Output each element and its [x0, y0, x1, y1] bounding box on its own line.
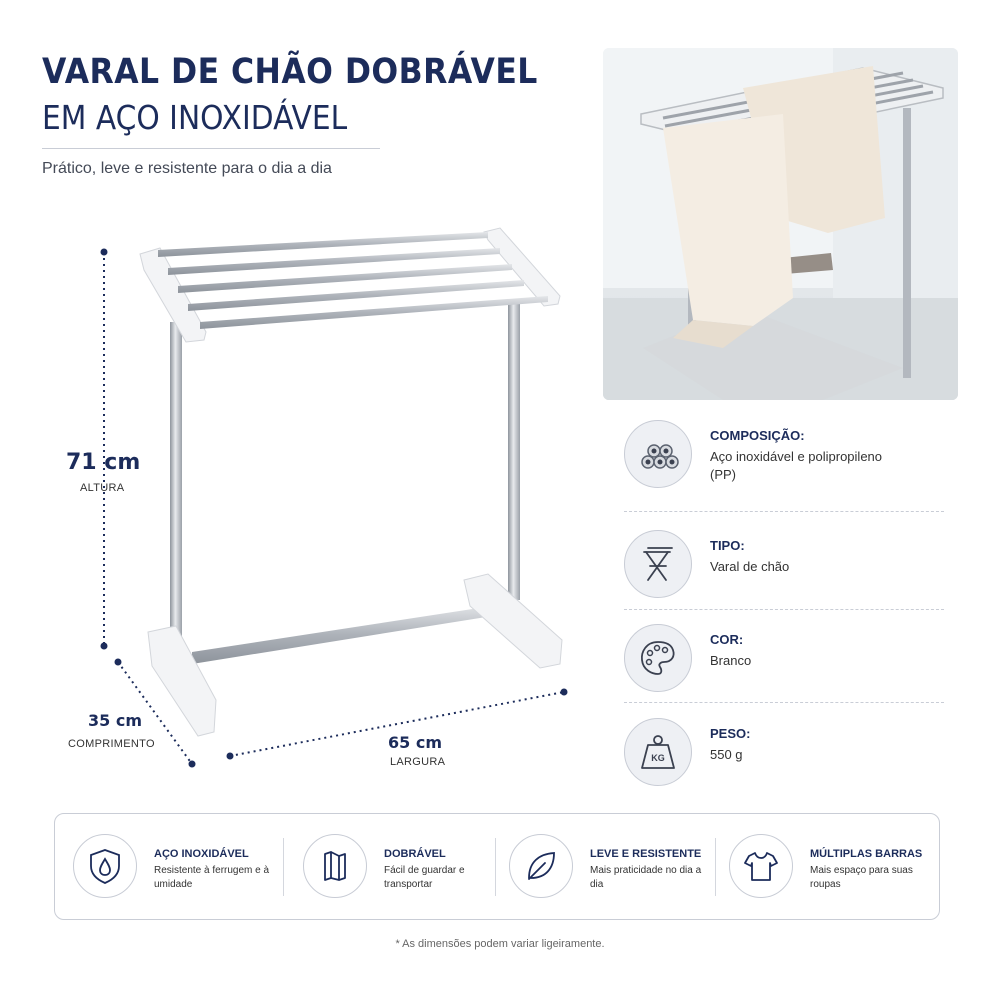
spec-composition	[624, 420, 954, 502]
folding-icon	[303, 834, 367, 898]
spec-label: COR:	[710, 632, 744, 647]
spec-divider	[624, 511, 944, 512]
feature-desc: Resistente à ferrugem e à umidade	[154, 865, 270, 890]
product-illustration	[0, 0, 600, 800]
spec-value: 550 g	[710, 747, 743, 762]
feature-multiple-bars	[711, 814, 931, 919]
spec-value: Varal de chão	[710, 559, 790, 574]
feature-title: MÚLTIPLAS BARRAS	[810, 848, 923, 860]
page-title-secondary: EM AÇO INOXIDÁVEL	[42, 98, 348, 137]
feature-separator	[283, 838, 284, 896]
feature-stainless	[55, 814, 275, 919]
length-label: COMPRIMENTO	[68, 738, 155, 750]
spec-divider	[624, 702, 944, 703]
spec-label: COMPOSIÇÃO:	[710, 428, 805, 443]
leaf-icon	[509, 834, 573, 898]
spec-weight	[624, 718, 954, 800]
features-bar	[54, 813, 940, 920]
hanging-bars	[158, 232, 548, 329]
spec-label: TIPO:	[710, 538, 745, 553]
width-label: LARGURA	[390, 756, 446, 768]
left-leg	[170, 322, 182, 652]
spec-label: PESO:	[710, 726, 751, 741]
tshirt-icon	[729, 834, 793, 898]
length-value: 35 cm	[88, 711, 142, 730]
feature-desc: Mais espaço para suas roupas	[810, 865, 913, 890]
product-photo	[603, 48, 958, 400]
spec-value: Branco	[710, 653, 752, 668]
page-subtitle: Prático, leve e resistente para o dia a dia	[42, 160, 332, 177]
feature-light-strong	[491, 814, 711, 919]
bottom-bar	[192, 604, 505, 664]
left-foot	[148, 626, 216, 736]
feature-desc: Fácil de guardar e transportar	[384, 865, 465, 890]
steel-tubes-icon	[624, 420, 692, 488]
right-leg	[508, 300, 520, 600]
folding-rack-icon	[624, 530, 692, 598]
feature-foldable	[285, 814, 505, 919]
footnote: * As dimensões podem variar ligeiramente.	[395, 938, 605, 950]
width-value: 65 cm	[388, 733, 442, 752]
feature-title: DOBRÁVEL	[384, 848, 446, 860]
spec-divider	[624, 609, 944, 610]
palette-icon	[624, 624, 692, 692]
shield-drop-icon	[73, 834, 137, 898]
weight-icon-text: KG	[651, 753, 665, 763]
height-label: ALTURA	[80, 482, 125, 494]
height-value: 71 cm	[66, 450, 141, 475]
weight-icon	[624, 718, 692, 786]
page-title: VARAL DE CHÃO DOBRÁVEL	[42, 52, 538, 92]
feature-desc: Mais praticidade no dia a dia	[590, 865, 702, 890]
feature-title: LEVE E RESISTENTE	[590, 848, 702, 860]
feature-title: AÇO INOXIDÁVEL	[154, 848, 249, 860]
spec-type	[624, 530, 954, 612]
spec-color	[624, 624, 954, 706]
spec-value: Aço inoxidável e polipropileno (PP)	[710, 449, 883, 482]
